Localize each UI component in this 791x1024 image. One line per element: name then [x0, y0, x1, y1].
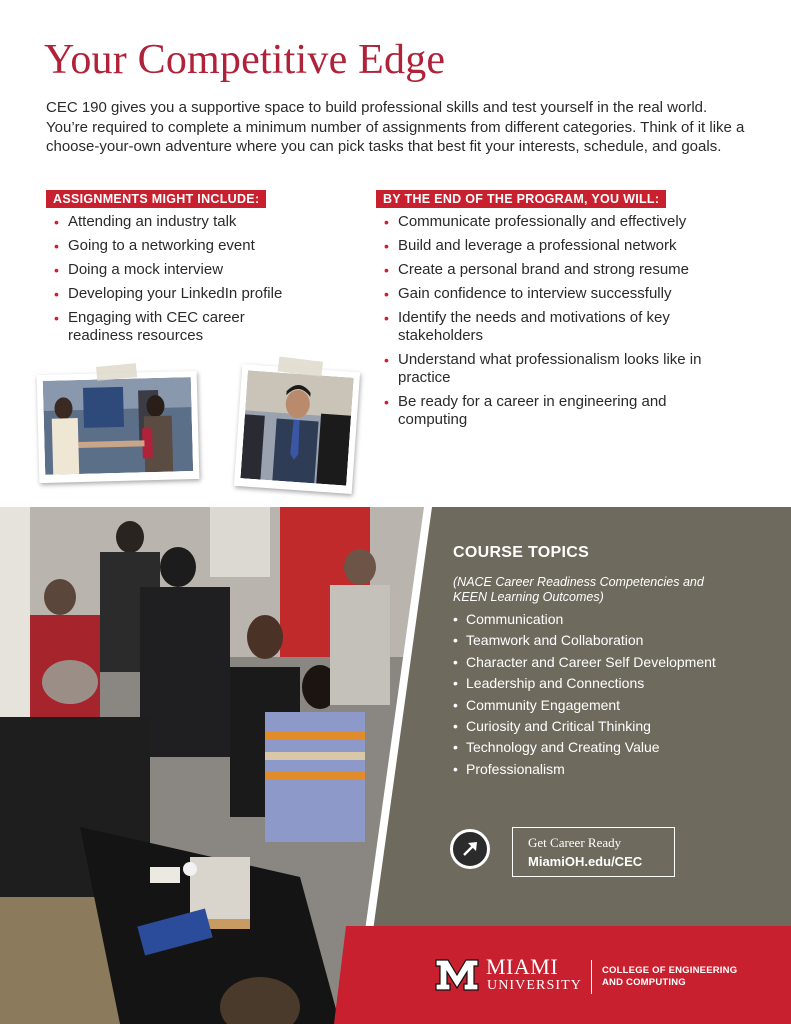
outcomes-list [382, 213, 752, 435]
course-topics-subheading: (NACE Career Readiness Competencies and KEEN Learning Outcomes) [453, 575, 704, 604]
college-line-2: AND COMPUTING [602, 977, 686, 988]
list-item: • Communicate professionally and effectively [382, 213, 752, 231]
list-item: • Attending an industry talk [52, 213, 342, 231]
logo-miami: MIAMI [486, 954, 559, 979]
miami-m-logo-icon [434, 958, 480, 997]
logo-divider [591, 960, 592, 994]
list-item: • Teamwork and Collaboration [453, 632, 716, 648]
list-item: • Communication [453, 611, 716, 627]
photo-handshake [43, 377, 193, 475]
list-item: • Community Engagement [453, 697, 716, 713]
list-item: • Character and Career Self Development [453, 654, 716, 670]
arrow-glyph [453, 832, 487, 866]
m-logo-glyph [434, 958, 480, 992]
page-title: Your Competitive Edge [44, 37, 446, 83]
networking-photo [37, 371, 200, 483]
list-item: • Going to a networking event [52, 237, 342, 255]
list-item: • Professionalism [453, 761, 716, 777]
list-item: • Be ready for a career in engineering and computing [382, 393, 682, 429]
list-item: • Build and leverage a professional network [382, 237, 752, 255]
list-item: • Understand what professionalism looks like in practice [382, 351, 742, 387]
course-topics-list [453, 611, 716, 782]
assignments-heading: ASSIGNMENTS MIGHT INCLUDE: [46, 190, 266, 208]
assignments-list [52, 213, 342, 351]
list-item: • Identify the needs and motivations of key stakeholders [382, 309, 702, 345]
cta-url[interactable]: MiamiOH.edu/CEC [528, 854, 643, 869]
arrow-up-right-icon [450, 829, 490, 869]
photo-interview [240, 370, 353, 485]
list-item: • Engaging with CEC career readiness resources [52, 309, 282, 345]
career-ready-link[interactable] [512, 827, 675, 877]
outcomes-heading: BY THE END OF THE PROGRAM, YOU WILL: [376, 190, 666, 208]
list-item: • Create a personal brand and strong resume [382, 261, 752, 279]
logo-university: UNIVERSITY [487, 978, 582, 993]
list-item: • Developing your LinkedIn profile [52, 285, 342, 303]
cta-label: Get Career Ready [528, 835, 622, 850]
interview-photo [234, 364, 360, 494]
list-item: • Curiosity and Critical Thinking [453, 718, 716, 734]
photo-image [240, 370, 353, 485]
list-item: • Leadership and Connections [453, 675, 716, 691]
list-item: • Technology and Creating Value [453, 739, 716, 755]
list-item: • Doing a mock interview [52, 261, 342, 279]
college-name [602, 965, 737, 989]
list-item: • Gain confidence to interview successfully [382, 285, 752, 303]
college-line-1: COLLEGE OF ENGINEERING [602, 965, 738, 976]
course-topics-heading: COURSE TOPICS [453, 544, 590, 561]
intro-paragraph: CEC 190 gives you a supportive space to build professional skills and test yourself in the real world. You’re required to complete a minimum number of assignments from different categories. Think of it like a choose-your-own adventure where you can pick tasks that best fit your interests, schedule, and goals. [46, 99, 745, 155]
photo-image [43, 377, 193, 475]
